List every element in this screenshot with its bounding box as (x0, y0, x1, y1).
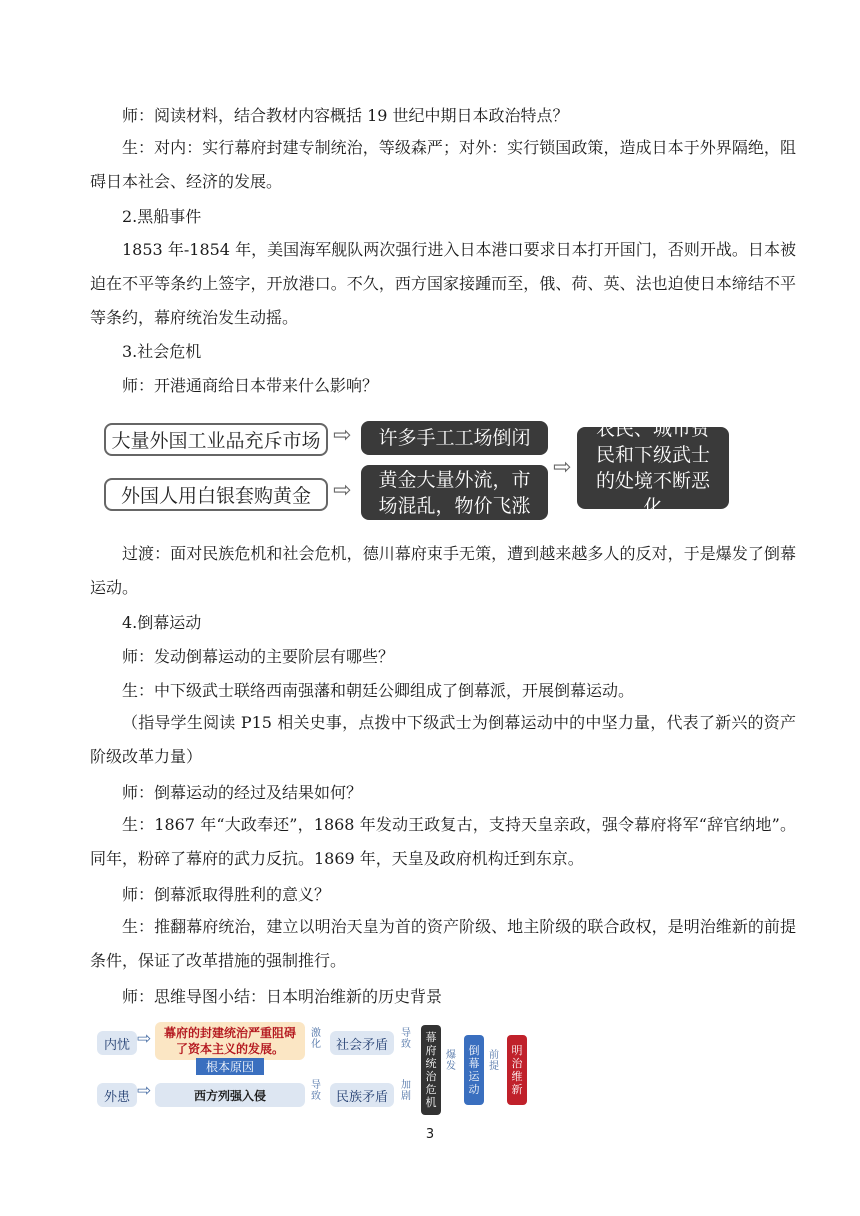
paragraph-question-trade: 师：开港通商给日本带来什么影响？ (122, 376, 379, 395)
label-outbreak: 爆发 (446, 1050, 456, 1072)
label-lead-2: 导致 (401, 1028, 411, 1050)
paragraph-question-politics: 师：阅读材料，结合教材内容概括 19 世纪中期日本政治特点？ (122, 106, 569, 125)
arrow-right-icon: ⇨ (553, 455, 572, 480)
paragraph-answer-significance: 生：推翻幕府统治，建立以明治天皇为首的资产阶级、地主阶级的联合政权，是明治维新的前提条件，保证了改革措施的强制推行。 (90, 917, 796, 970)
label-external: 外患 (97, 1083, 137, 1107)
paragraph-answer-politics: 生：对内：实行幕府封建专制统治，等级森严；对外：实行锁国政策，造成日本于外界隔绝，阻碍日本社会、经济的发展。 (90, 138, 796, 191)
shogunate-movement-box: 倒幕运动 (464, 1035, 484, 1105)
root-cause-label: 根本原因 (196, 1058, 264, 1075)
label-premise: 前提 (489, 1050, 499, 1072)
paragraph-transition: 过渡：面对民族危机和社会危机，德川幕府束手无策，遭到越来越多人的反对，于是爆发了倒幕运动。 (90, 544, 796, 597)
shogunate-crisis-box: 幕府统治危机 (421, 1025, 441, 1115)
paragraph-answer-classes: 生：中下级武士联络西南强藩和朝廷公卿组成了倒幕派，开展倒幕运动。 (122, 681, 635, 700)
arrow-right-icon: ⇨ (333, 478, 352, 503)
effect-workshops-closed: 许多手工工场倒闭 (361, 421, 548, 455)
paragraph-mindmap-summary: 师：思维导图小结：日本明治维新的历史背景 (122, 987, 443, 1006)
result-worsening-conditions: 农民、城市贫民和下级武士的处境不断恶化 (577, 427, 729, 509)
arrow-right-icon: ⇨ (137, 1029, 152, 1049)
label-aggravate: 加剧 (401, 1080, 411, 1102)
paragraph-black-ships: 1853 年-1854 年，美国海军舰队两次强行进入日本港口要求日本打开国门，否则开战。日本被迫在不平等条约上签字，开放港口。不久，西方国家接踵而至，俄、荷、英、法也迫使日本缔结不平等条约，幕府统治发生动摇。 (90, 240, 796, 327)
paragraph-question-classes: 师：发动倒幕运动的主要阶层有哪些？ (122, 647, 395, 666)
label-intensify: 激化 (311, 1028, 321, 1050)
external-cause-box: 西方列强入侵 (155, 1083, 305, 1107)
arrow-right-icon: ⇨ (333, 423, 352, 448)
heading-social-crisis: 3.社会危机 (122, 342, 202, 361)
paragraph-answer-process: 生：1867 年“大政奉还”，1868 年发动王政复古，支持天皇亲政，强令幕府将军“辞官纳地”。同年，粉碎了幕府的武力反抗。1869 年，天皇及政府机构迁到东京。 (90, 815, 796, 868)
heading-black-ships: 2.黑船事件 (122, 207, 202, 226)
label-internal: 内忧 (97, 1031, 137, 1055)
meiji-restoration-box: 明治维新 (507, 1035, 527, 1105)
page-number: 3 (425, 1127, 435, 1142)
cause-silver-gold: 外国人用白银套购黄金 (104, 478, 328, 511)
national-conflict-box: 民族矛盾 (330, 1083, 394, 1107)
social-conflict-box: 社会矛盾 (330, 1031, 394, 1055)
internal-cause-box: 幕府的封建统治严重阻碍了资本主义的发展。 (155, 1022, 305, 1060)
cause-industrial-goods: 大量外国工业品充斥市场 (104, 423, 328, 456)
heading-shogunate-movement: 4.倒幕运动 (122, 613, 202, 632)
paragraph-question-process: 师：倒幕运动的经过及结果如何？ (122, 783, 363, 802)
effect-gold-outflow: 黄金大量外流，市场混乱，物价飞涨 (361, 465, 548, 520)
arrow-right-icon: ⇨ (137, 1081, 152, 1101)
paragraph-guidance-note: （指导学生阅读 P15 相关史事，点拨中下级武士为倒幕运动中的中坚力量，代表了新兴的资产阶级改革力量） (90, 713, 796, 766)
paragraph-question-significance: 师：倒幕派取得胜利的意义？ (122, 885, 331, 904)
label-lead-1: 导致 (311, 1080, 321, 1102)
